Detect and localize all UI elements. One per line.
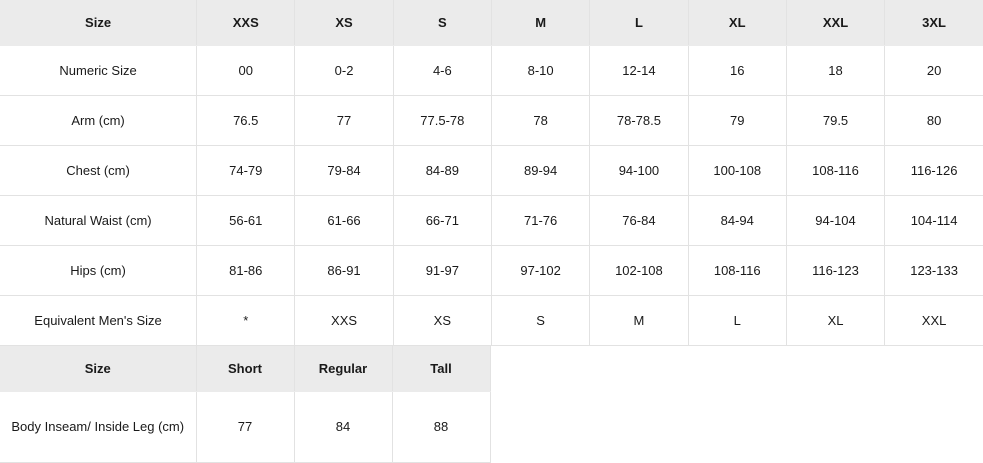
table-cell: 84-89 bbox=[393, 146, 491, 196]
table-cell: 66-71 bbox=[393, 196, 491, 246]
table-cell: 71-76 bbox=[491, 196, 589, 246]
table-row bbox=[0, 296, 983, 346]
table-header-row bbox=[0, 346, 983, 392]
table-cell: 81-86 bbox=[197, 246, 295, 296]
table-cell: S bbox=[491, 296, 589, 346]
table-cell: 77 bbox=[295, 96, 393, 146]
column-header-xxl: XXL bbox=[786, 0, 884, 46]
table-cell: 84 bbox=[294, 392, 392, 463]
row-label-numeric-size: Numeric Size bbox=[0, 46, 197, 96]
table-cell: * bbox=[197, 296, 295, 346]
table-cell: 78-78.5 bbox=[590, 96, 688, 146]
table-cell: 102-108 bbox=[590, 246, 688, 296]
primary-table-head bbox=[0, 0, 983, 46]
table-cell: XXS bbox=[295, 296, 393, 346]
table-row bbox=[0, 46, 983, 96]
table-cell: 84-94 bbox=[688, 196, 786, 246]
table-cell: 94-100 bbox=[590, 146, 688, 196]
table-row bbox=[0, 196, 983, 246]
row-label-chest: Chest (cm) bbox=[0, 146, 197, 196]
table-row bbox=[0, 392, 983, 463]
table-cell: 100-108 bbox=[688, 146, 786, 196]
column-header-size-inseam: Size bbox=[0, 346, 196, 392]
table-cell: 79 bbox=[688, 96, 786, 146]
table-cell: 91-97 bbox=[393, 246, 491, 296]
column-header-m: M bbox=[491, 0, 589, 46]
cell-spacer bbox=[490, 392, 983, 463]
table-cell: XXL bbox=[885, 296, 983, 346]
table-cell: 79-84 bbox=[295, 146, 393, 196]
table-cell: 16 bbox=[688, 46, 786, 96]
table-cell: 56-61 bbox=[197, 196, 295, 246]
table-cell: 77.5-78 bbox=[393, 96, 491, 146]
table-cell: 0-2 bbox=[295, 46, 393, 96]
table-cell: 108-116 bbox=[786, 146, 884, 196]
table-row bbox=[0, 146, 983, 196]
table-cell: 78 bbox=[491, 96, 589, 146]
table-cell: 94-104 bbox=[786, 196, 884, 246]
column-header-size: Size bbox=[0, 0, 197, 46]
column-header-s: S bbox=[393, 0, 491, 46]
table-cell: 4-6 bbox=[393, 46, 491, 96]
table-cell: 79.5 bbox=[786, 96, 884, 146]
table-cell: 18 bbox=[786, 46, 884, 96]
row-label-body-inseam: Body Inseam/ Inside Leg (cm) bbox=[0, 392, 196, 463]
table-row bbox=[0, 96, 983, 146]
column-header-3xl: 3XL bbox=[885, 0, 983, 46]
table-cell: 12-14 bbox=[590, 46, 688, 96]
table-cell: 86-91 bbox=[295, 246, 393, 296]
column-header-xxs: XXS bbox=[197, 0, 295, 46]
table-header-row bbox=[0, 0, 983, 46]
table-cell: XS bbox=[393, 296, 491, 346]
table-cell: XL bbox=[786, 296, 884, 346]
table-cell: 80 bbox=[885, 96, 983, 146]
column-header-l: L bbox=[590, 0, 688, 46]
row-label-equivalent-mens-size: Equivalent Men's Size bbox=[0, 296, 197, 346]
row-label-hips: Hips (cm) bbox=[0, 246, 197, 296]
row-label-arm: Arm (cm) bbox=[0, 96, 197, 146]
table-row bbox=[0, 246, 983, 296]
table-cell: M bbox=[590, 296, 688, 346]
table-cell: 97-102 bbox=[491, 246, 589, 296]
table-cell: 108-116 bbox=[688, 246, 786, 296]
column-header-regular: Regular bbox=[294, 346, 392, 392]
table-cell: 76.5 bbox=[197, 96, 295, 146]
column-header-short: Short bbox=[196, 346, 294, 392]
table-cell: 8-10 bbox=[491, 46, 589, 96]
column-header-tall: Tall bbox=[392, 346, 490, 392]
header-spacer bbox=[490, 346, 983, 392]
table-cell: 61-66 bbox=[295, 196, 393, 246]
table-cell: 00 bbox=[197, 46, 295, 96]
table-cell: 74-79 bbox=[197, 146, 295, 196]
table-cell: L bbox=[688, 296, 786, 346]
table-cell: 20 bbox=[885, 46, 983, 96]
inseam-size-table bbox=[0, 346, 983, 463]
column-header-xs: XS bbox=[295, 0, 393, 46]
table-cell: 116-123 bbox=[786, 246, 884, 296]
table-cell: 123-133 bbox=[885, 246, 983, 296]
row-label-natural-waist: Natural Waist (cm) bbox=[0, 196, 197, 246]
table-cell: 77 bbox=[196, 392, 294, 463]
table-cell: 88 bbox=[392, 392, 490, 463]
column-header-xl: XL bbox=[688, 0, 786, 46]
table-cell: 89-94 bbox=[491, 146, 589, 196]
inseam-table-head bbox=[0, 346, 983, 392]
table-cell: 104-114 bbox=[885, 196, 983, 246]
inseam-table-body bbox=[0, 392, 983, 463]
table-cell: 76-84 bbox=[590, 196, 688, 246]
primary-table-body bbox=[0, 46, 983, 346]
table-cell: 116-126 bbox=[885, 146, 983, 196]
